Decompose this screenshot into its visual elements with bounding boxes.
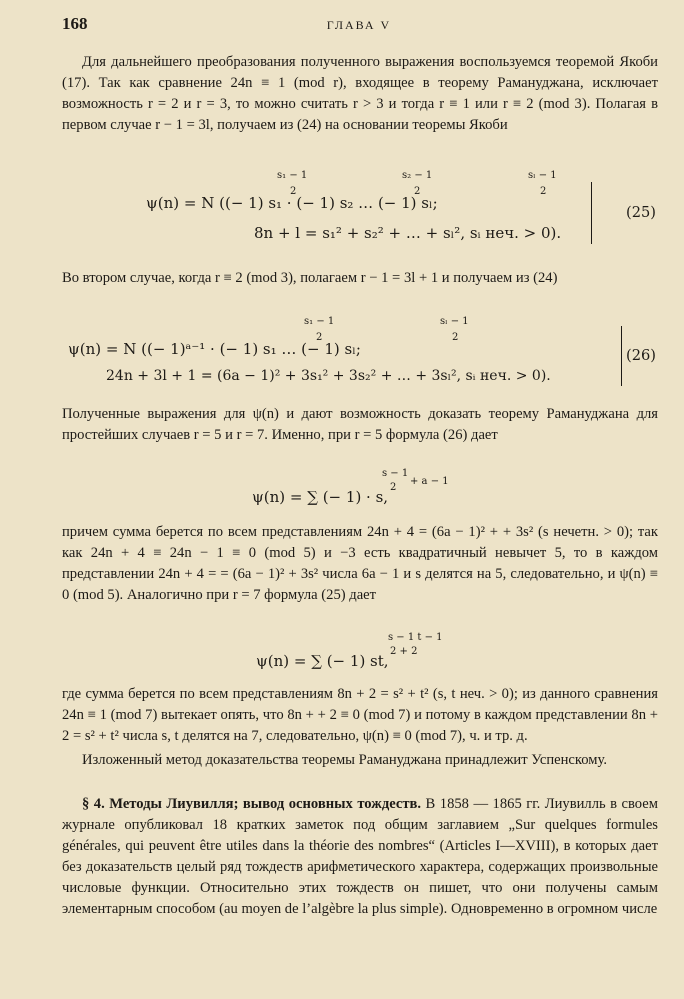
formula-line: ψ(n) = ∑ (− 1) · s, xyxy=(252,488,389,506)
exponent: 2 xyxy=(414,186,421,197)
exponent: 2 + 2 xyxy=(390,646,418,657)
chapter-title: ГЛАВА V xyxy=(326,18,392,32)
paragraph-uspensky: Изложенный метод доказательства теоремы Рамануджана принадлежит Успенскому. xyxy=(82,752,607,768)
exponent: s₁ − 1 xyxy=(304,316,335,327)
paragraph-r5-proof: причем сумма берется по всем представлениям 24n + 4 = (6a − 1)² + + 3s² (s нечетн. > 0); так как 24n + 4 ≡ 24n − 1 ≡ 0 (mod 5) и −3 есть квадратичный невычет 5, то в каждом представлении 24n + 4 = = (6a − 1)² + 3s² числа 6a − 1 и s делятся на 5, следовательно, и ψ(n) ≡ 0 (mod 5). Аналогично при r = 7 формула (25) дает xyxy=(62,524,658,603)
formula-25 xyxy=(62,166,658,248)
exponent: 2 xyxy=(390,482,397,493)
system-brace xyxy=(584,182,592,244)
formula-r7 xyxy=(62,628,658,676)
page-header xyxy=(62,14,656,36)
exponent: 2 xyxy=(290,186,297,197)
exponent: sₗ − 1 xyxy=(440,316,469,327)
paragraph-ramanujan-cases: Полученные выражения для ψ(n) и дают возможность доказать теорему Рамануджана для простейших случаев r = 5 и r = 7. Именно, при r = 5 формула (26) дает xyxy=(62,406,658,443)
section-body: В 1858 — 1865 гг. Лиувилль в своем журнале опубликовал 18 кратких заметок под общим заглавием „Sur quelques formules générales, qui peuvent être utiles dans la théorie des nombres“ (Articles I—XVIII), в которых дает без доказательств целый ряд тождеств арифметического характера, содержащих произвольные числовые функции. Относительно этих тождеств он пишет, что они получены самым элементарным способом (au moyen de l’algèbre la plus simple). Одновременно в огромном числе xyxy=(62,796,658,917)
formula-line: ψ(n) = N ((− 1) s₁ · (− 1) s₂ … (− 1) sₗ; xyxy=(146,194,438,212)
exponent: s − 1 xyxy=(382,468,409,479)
exponent: s₁ − 1 xyxy=(277,170,308,181)
exponent: 2 xyxy=(316,332,323,343)
exponent: s₂ − 1 xyxy=(402,170,433,181)
exponent: sₗ − 1 xyxy=(528,170,557,181)
formula-26 xyxy=(62,312,658,390)
paragraph-intro: Для дальнейшего преобразования полученного выражения воспользуемся теоремой Якоби (17). Так как сравнение 24n ≡ 1 (mod r), входящее в теорему Рамануджана, исключает возможность r = 2 и r = 3, то можно считать r > 3 и тогда r ≡ 1 или r ≡ 2 (mod 3). Полагая в первом случае r − 1 = 3l, получаем из (24) на основании теоремы Якоби xyxy=(62,54,658,133)
exponent: 2 xyxy=(452,332,459,343)
equation-number: (25) xyxy=(626,204,656,221)
formula-r5 xyxy=(62,466,658,514)
formula-line: ψ(n) = N ((− 1)ᵃ⁻¹ · (− 1) s₁ … (− 1) sₗ; xyxy=(68,340,361,358)
paragraph-second-case: Во втором случае, когда r ≡ 2 (mod 3), полагаем r − 1 = 3l + 1 и получаем из (24) xyxy=(62,270,558,286)
system-brace xyxy=(614,326,622,386)
section-liouville xyxy=(62,794,658,920)
formula-line: 8n + l = s₁² + s₂² + … + sₗ², sᵢ неч. > 0). xyxy=(254,224,562,242)
section-heading: § 4. Методы Лиувилля; вывод основных тождеств. xyxy=(82,796,422,812)
exponent: + a − 1 xyxy=(410,476,449,487)
paragraph-r7-proof: где сумма берется по всем представлениям 8n + 2 = s² + t² (s, t неч. > 0); из данного сравнения 24n ≡ 1 (mod 7) вытекает опять, что 8n + + 2 ≡ 0 (mod 7) и потому в каждом представлении 8n + 2 = s² + t² числа s, t делятся на 7, следовательно, ψ(n) ≡ 0 (mod 7), ч. и тр. д. xyxy=(62,686,658,744)
equation-number: (26) xyxy=(626,347,656,364)
exponent: s − 1 t − 1 xyxy=(388,632,443,643)
formula-line: ψ(n) = ∑ (− 1) st, xyxy=(256,652,389,670)
exponent: 2 xyxy=(540,186,547,197)
formula-line: 24n + 3l + 1 = (6a − 1)² + 3s₁² + 3s₂² + … + 3sₗ², sᵢ неч. > 0). xyxy=(106,368,551,384)
page-number: 168 xyxy=(62,14,88,33)
